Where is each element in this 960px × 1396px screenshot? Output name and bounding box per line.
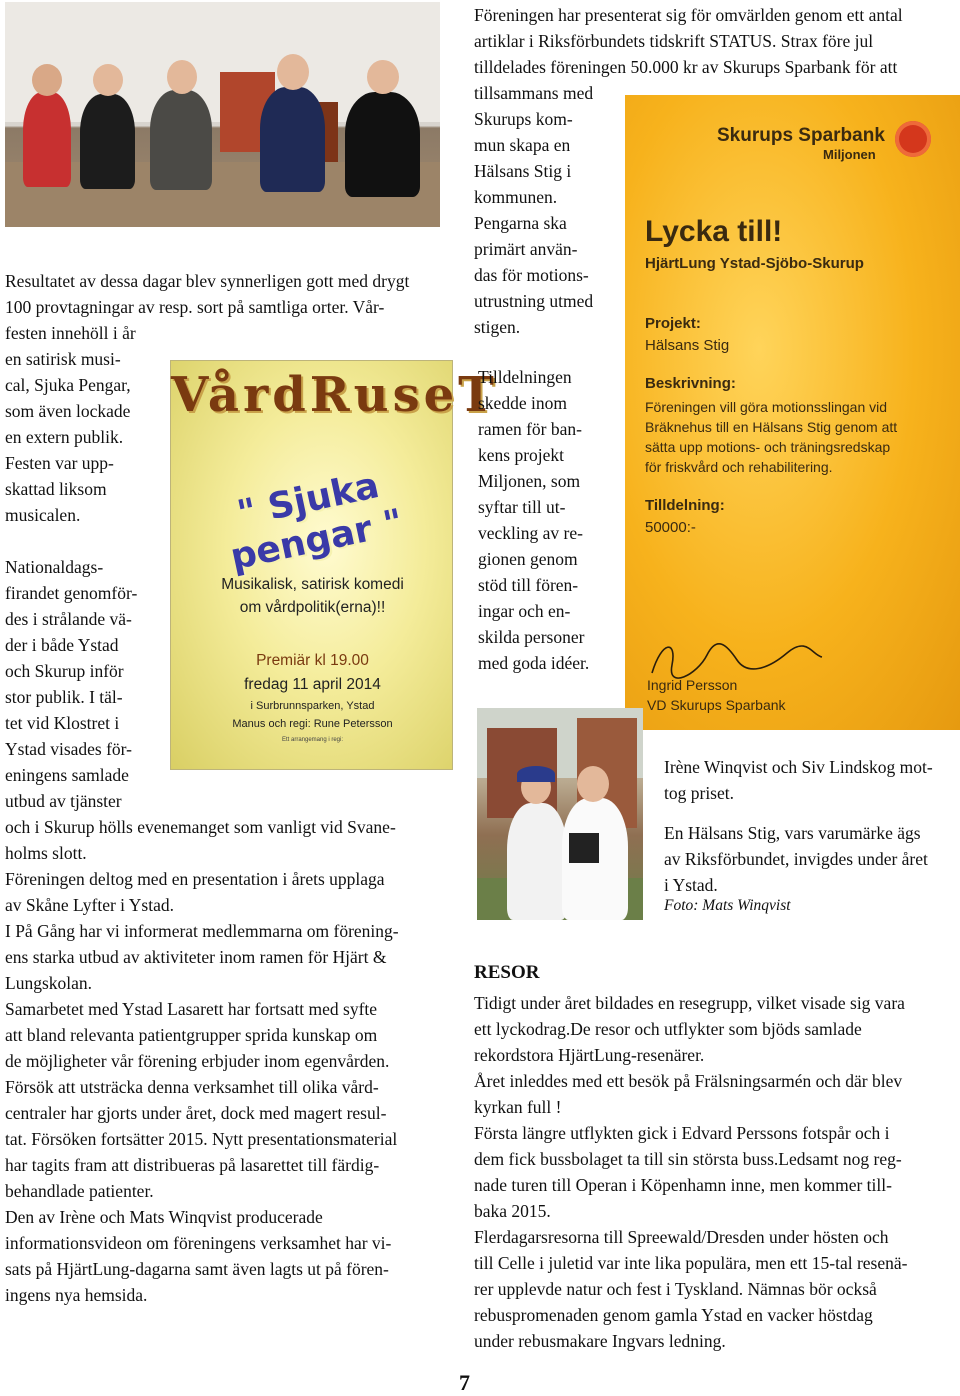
text-line: primärt använ- (474, 239, 578, 259)
text-line: Föreningen har presenterat sig för omvärlden genom ett antal (474, 5, 903, 25)
allocation-text (478, 364, 589, 676)
text-line: centraler har gjorts under året, dock med magert resul- (5, 1103, 387, 1123)
certificate-recipient: HjärtLung Ystad-Sjöbo-Skurup (645, 255, 864, 272)
text-line: för friskvård och rehabilitering. (645, 459, 833, 475)
photo-caption (664, 754, 933, 898)
text-line: och Skurup inför (5, 661, 124, 681)
text-line: en satirisk musi- (5, 349, 121, 369)
text-line: Tilldelningen (478, 367, 572, 387)
poster-date: fredag 11 april 2014 (244, 676, 381, 693)
text-line: Samarbetet med Ystad Lasarett har fortsatt med syfte (5, 999, 378, 1019)
text-line: Föreningen deltog med en presentation i årets upplaga (5, 869, 385, 889)
allocation-label: Tilldelning: (645, 497, 725, 514)
bank-certificate (625, 95, 960, 730)
project-label: Projekt: (645, 315, 701, 332)
text-line: nade turen till Operan i Köpenhamn inne, men kommer till- (474, 1175, 892, 1195)
text-line: utbud av tjänster (5, 791, 122, 811)
text-line: kommunen. (474, 187, 558, 207)
text-line: Flerdagarsresorna till Spreewald/Dresden under hösten och (474, 1227, 889, 1247)
text-line: och i Skurup hölls evenemanget som vanligt vid Svane- (5, 817, 396, 837)
text-line: des i strålande vä- (5, 609, 132, 629)
status-intro-text (474, 2, 903, 80)
poster-title: VårdRuseT (171, 367, 498, 423)
text-line: gionen genom (478, 549, 578, 569)
signer-name: Ingrid Persson (647, 677, 738, 693)
text-line: Hälsans Stig i (474, 161, 572, 181)
allocation-value: 50000:- (645, 519, 696, 536)
poster-line-2: om vårdpolitik(erna)!! (239, 599, 386, 616)
text-line: eningens samlade (5, 765, 129, 785)
text-line: Resultatet av dessa dagar blev synnerligen gott med drygt (5, 271, 410, 291)
health-path-text (474, 80, 593, 340)
text-line: kens projekt (478, 445, 565, 465)
text-line: syftar till ut- (478, 497, 566, 517)
text-line: kyrkan full ! (474, 1097, 562, 1117)
description-label: Beskrivning: (645, 375, 736, 392)
activities-text (5, 866, 399, 1308)
text-line: stor publik. I täl- (5, 687, 123, 707)
text-line: cal, Sjuka Pengar, (5, 375, 131, 395)
text-line: tet vid Klostret i (5, 713, 120, 733)
text-line: ingar och en- (478, 601, 571, 621)
text-line: musicalen. (5, 505, 81, 525)
poster-line-1: Musikalisk, satirisk komedi (221, 576, 404, 593)
text-line: rer upplevde natur och fest i Tyskland. Nämnas bör också (474, 1279, 877, 1299)
text-line: ingens nya hemsida. (5, 1285, 148, 1305)
text-line: Föreningen vill göra motionsslingan vid (645, 399, 888, 415)
trips-text (474, 990, 907, 1354)
text-line: veckling av re- (478, 523, 583, 543)
text-line: Nationaldags- (5, 557, 104, 577)
award-photo (477, 708, 643, 920)
text-line: I På Gång har vi informerat medlemmarna om förening- (5, 921, 399, 941)
text-line: med goda idéer. (478, 653, 590, 673)
text-line: skattad liksom (5, 479, 107, 499)
text-line: 100 provtagningar av resp. sort på samtliga orter. Vår- (5, 297, 385, 317)
description-text (645, 397, 897, 477)
text-line: sats på HjärtLung-dagarna samt även lagts ut på fören- (5, 1259, 389, 1279)
text-line: tilldelades föreningen 50.000 kr av Skurups Sparbank för att (474, 57, 898, 77)
text-line: festen innehöll i år (5, 323, 136, 343)
poster-subtitle: " Sjuka pengar " (226, 464, 407, 579)
text-line: sätta upp motions- och träningsredskap (645, 439, 891, 455)
text-line: Året inleddes med ett besök på Frälsningsarmén och där blev (474, 1071, 903, 1091)
text-line: tog priset. (664, 783, 734, 803)
text-line: En Hälsans Stig, vars varumärke ägs (664, 823, 921, 843)
text-line: Lungskolan. (5, 973, 93, 993)
stage-photo (5, 2, 440, 227)
text-line: ens starka utbud av aktiviteter inom ramen för Hjärt & (5, 947, 387, 967)
text-line: av Riksförbundet, invigdes under året (664, 849, 928, 869)
bank-name: Skurups Sparbank (717, 125, 885, 146)
text-line: Bräknehus till en Hälsans Stig genom att (645, 419, 898, 435)
text-line: artiklar i Riksförbundets tidskrift STATUS. Strax före jul (474, 31, 874, 51)
text-line: tat. Försöken fortsätter 2015. Nytt presentationsmaterial (5, 1129, 398, 1149)
text-line: Försök att utsträcka denna verksamhet till olika vård- (5, 1077, 379, 1097)
signer-title: VD Skurups Sparbank (647, 697, 786, 713)
text-line: rebuspromenaden genom gamla Ystad en vacker höstdag (474, 1305, 873, 1325)
text-line: Tidigt under året bildades en resegrupp, vilket visade sig vara (474, 993, 905, 1013)
text-line: stöd till fören- (478, 575, 579, 595)
text-line: ramen för ban- (478, 419, 582, 439)
bank-subname: Miljonen (823, 147, 876, 162)
bank-logo-icon (895, 121, 931, 157)
text-line: en extern publik. (5, 427, 124, 447)
text-line: de möjligheter vår förening erbjuder inom egenvården. (5, 1051, 390, 1071)
text-line: Första längre utflykten gick i Edvard Perssons fotspår och i (474, 1123, 890, 1143)
text-line: har tagits fram att distribueras på lasarettet till färdig- (5, 1155, 380, 1175)
text-line: Den av Irène och Mats Winqvist producerade (5, 1207, 323, 1227)
text-line: under rebusmakare Ingvars ledning. (474, 1331, 726, 1351)
text-line: tillsammans med (474, 83, 594, 103)
signature-icon (647, 635, 827, 683)
text-line: till Celle i juletid var inte lika populära, men ett 15-tal resenä- (474, 1253, 908, 1273)
text-line: mun skapa en (474, 135, 571, 155)
text-line: dem fick bussbolaget ta till sin största buss.Ledsamt nog reg- (474, 1149, 902, 1169)
poster-premiere: Premiär kl 19.00 (256, 652, 369, 669)
text-line: Ystad visades för- (5, 739, 132, 759)
certificate-congrats: Lycka till! (645, 215, 783, 248)
text-line: informationsvideon om föreningens verksamhet har vi- (5, 1233, 392, 1253)
text-line: Irène Winqvist och Siv Lindskog mot- (664, 757, 933, 777)
text-line: Pengarna ska (474, 213, 567, 233)
text-line: firandet genomför- (5, 583, 138, 603)
text-line: der i både Ystad (5, 635, 119, 655)
text-line: baka 2015. (474, 1201, 551, 1221)
text-line: skilda personer (478, 627, 585, 647)
text-line: skedde inom (478, 393, 567, 413)
text-line: Miljonen, som (478, 471, 581, 491)
text-line: att bland relevanta patientgrupper sprida kunskap om (5, 1025, 378, 1045)
poster-credits: Manus och regi: Rune Petersson (232, 718, 393, 730)
resor-heading: RESOR (474, 962, 540, 983)
text-line: Skurups kom- (474, 109, 573, 129)
text-line: rekordstora HjärtLung-resenärer. (474, 1045, 705, 1065)
text-line: av Skåne Lyfter i Ystad. (5, 895, 174, 915)
photo-credit: Foto: Mats Winqvist (664, 897, 791, 914)
poster-small-print: Ett arrangemang i regi: (281, 737, 344, 743)
text-line: ett lyckodrag.De resor och utflykter som bjöds samlade (474, 1019, 862, 1039)
poster-venue: i Surbrunnsparken, Ystad (250, 700, 375, 712)
text-line: Festen var upp- (5, 453, 114, 473)
page-number: 7 (459, 1370, 470, 1395)
project-value: Hälsans Stig (645, 337, 730, 354)
text-line: stigen. (474, 317, 521, 337)
text-line: behandlade patienter. (5, 1181, 154, 1201)
text-line: utrustning utmed (474, 291, 594, 311)
text-line: holms slott. (5, 843, 87, 863)
spacer (664, 806, 933, 820)
text-line: som även lockade (5, 401, 131, 421)
text-line: i Ystad. (664, 875, 718, 895)
musical-poster (170, 360, 498, 770)
text-line: das för motions- (474, 265, 589, 285)
